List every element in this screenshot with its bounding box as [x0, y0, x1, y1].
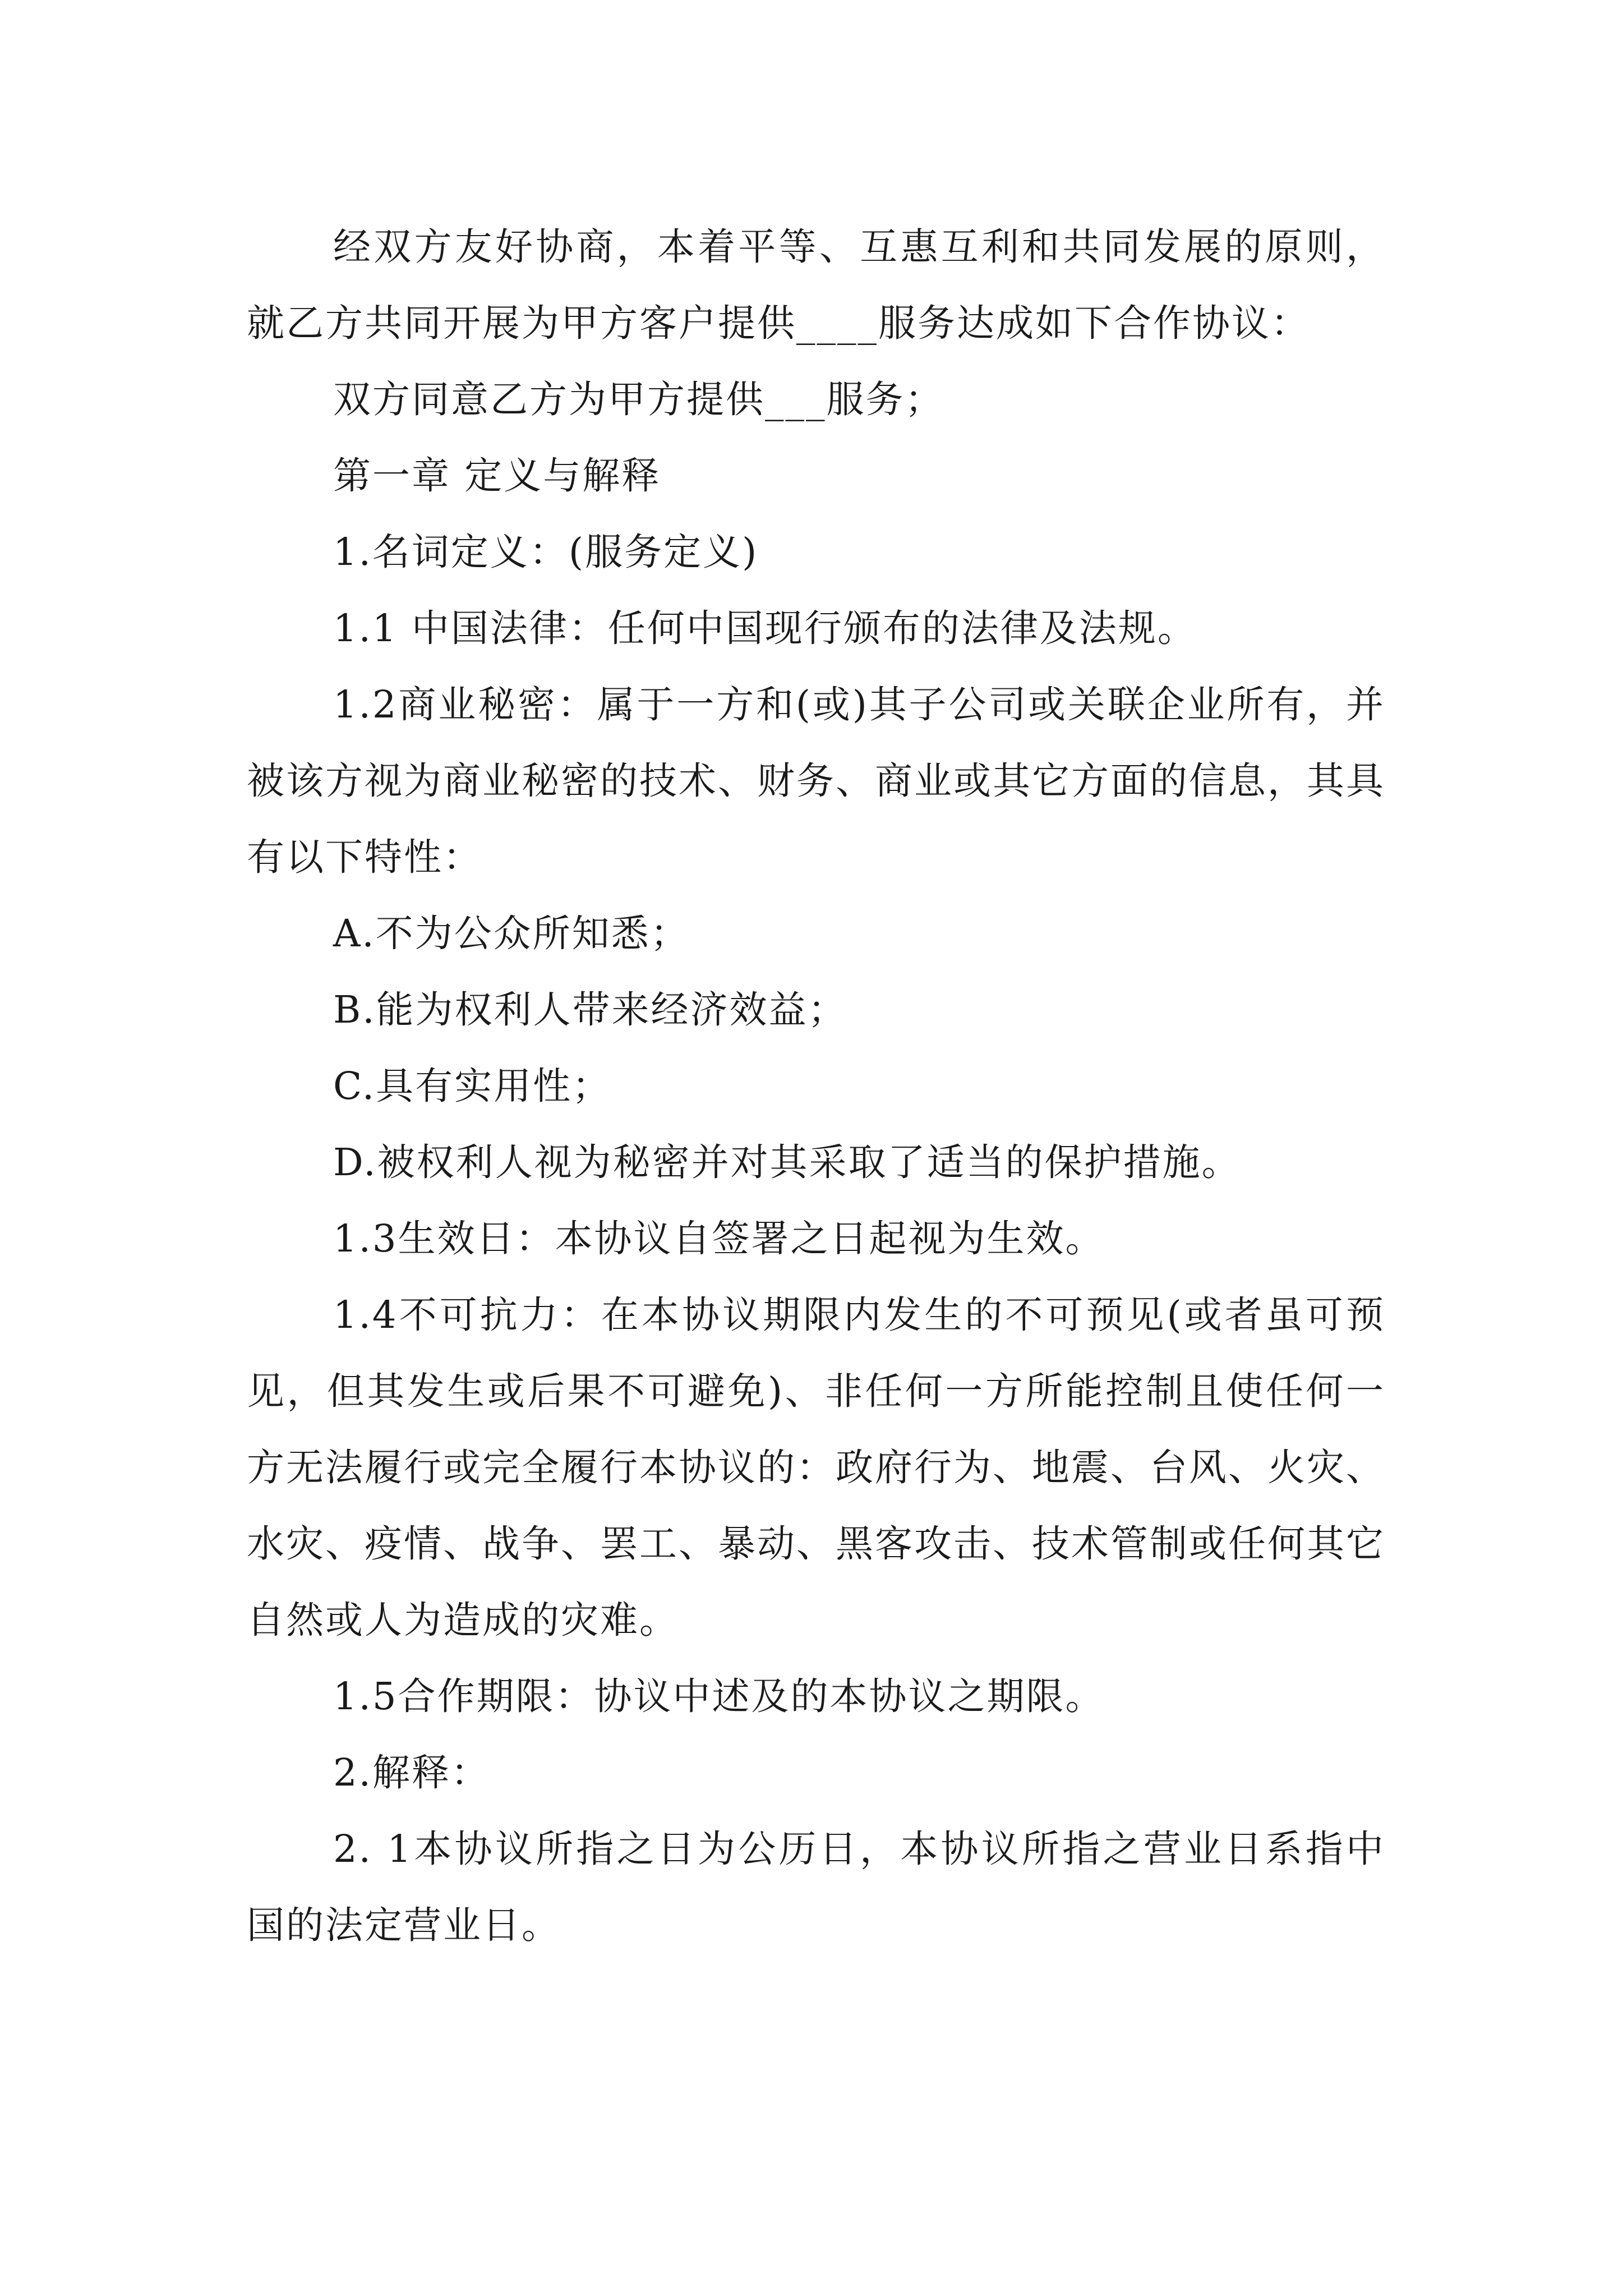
document-body [247, 209, 1385, 1963]
section-heading-definitions: 1.名词定义：(服务定义) [333, 530, 759, 574]
clause-1-4: 1.4不可抗力：在本协议期限内发生的不可预见(或者虽可预见，但其发生或后果不可避免)、非任何一方所能控制且使任何一方无法履行或完全履行本协议的：政府行为、地震、台风、火灾、水灾、疫情、战争、罢工、暴动、黑客攻击、技术管制或任何其它自然或人为造成的灾难。 [247, 1293, 1385, 1642]
service-agreement-paragraph: 双方同意乙方为甲方提供___服务； [333, 378, 944, 421]
list-item-b: B.能为权利人带来经济效益； [333, 988, 847, 1032]
list-item-d: D.被权利人视为秘密并对其采取了适当的保护措施。 [333, 1140, 1241, 1184]
intro-paragraph: 经双方友好协商，本着平等、互惠互利和共同发展的原则，就乙方共同开展为甲方客户提供____服务达成如下合作协议： [247, 225, 1385, 345]
clause-2-1: 2. 1本协议所指之日为公历日，本协议所指之营业日系指中国的法定营业日。 [247, 1827, 1385, 1947]
list-item-a: A.不为公众所知悉； [333, 912, 690, 955]
section-heading-interpretation: 2.解释： [333, 1751, 490, 1795]
list-item-c: C.具有实用性； [333, 1064, 612, 1108]
clause-1-3: 1.3生效日：本协议自签署之日起视为生效。 [333, 1217, 1105, 1260]
chapter-heading: 第一章 定义与解释 [333, 454, 661, 498]
clause-1-2: 1.2商业秘密：属于一方和(或)其子公司或关联企业所有，并被该方视为商业秘密的技术、财务、商业或其它方面的信息，其具有以下特性： [247, 683, 1385, 879]
clause-1-5: 1.5合作期限：协议中述及的本协议之期限。 [333, 1674, 1105, 1718]
clause-1-1: 1.1 中国法律：任何中国现行颁布的法律及法规。 [333, 606, 1197, 650]
